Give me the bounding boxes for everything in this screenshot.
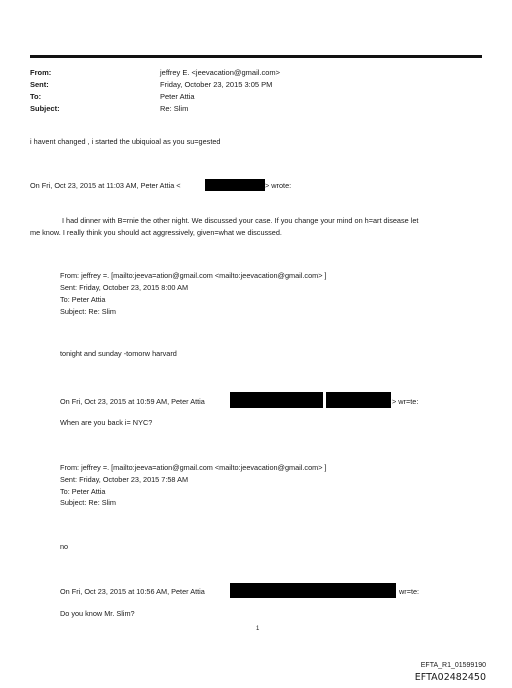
footer-id-secondary: EFTA02482450 — [414, 672, 486, 683]
quote2-body: When are you back i= NYC? — [60, 418, 153, 427]
quote2-intro-end: > wr=te: — [392, 397, 419, 406]
subject-value: Re: Slim — [160, 104, 189, 113]
quote3-intro: On Fri, Oct 23, 2015 at 10:56 AM, Peter Attia — [60, 587, 205, 596]
sent-label: Sent: — [30, 80, 49, 89]
from-label: From: — [30, 68, 52, 77]
fwd2-sent: Sent: Friday, October 23, 2015 7:58 AM — [60, 475, 189, 484]
quote1-line2: me know. I really think you should act aggressively, given=what we discussed. — [30, 228, 282, 237]
quote1-intro: On Fri, Oct 23, 2015 at 11:03 AM, Peter Attia < — [30, 181, 181, 190]
fwd1-from: From: jeffrey =. [mailto:jeeva=ation@gmail.com <mailto:jeevacation@gmail.com> ] — [60, 271, 327, 280]
fwd1-body: tonight and sunday -tomorw harvard — [60, 349, 177, 358]
redaction-block — [230, 392, 323, 408]
fwd1-subject: Subject: Re: Slim — [60, 307, 116, 316]
fwd1-sent: Sent: Friday, October 23, 2015 8:00 AM — [60, 283, 189, 292]
header-rule — [30, 55, 482, 58]
fwd1-to: To: Peter Attia — [60, 295, 106, 304]
fwd2-to: To: Peter Attia — [60, 487, 106, 496]
redaction-block — [230, 583, 396, 598]
quote1-line1: I had dinner with B=rnie the other night. We discussed your case. If you change your mind on h=art disease let — [62, 216, 419, 225]
fwd2-from: From: jeffrey =. [mailto:jeeva=ation@gmail.com <mailto:jeevacation@gmail.com> ] — [60, 463, 327, 472]
redaction-block — [205, 179, 265, 191]
quote1-intro-end: > wrote: — [265, 181, 292, 190]
to-label: To: — [30, 92, 42, 101]
to-value: Peter Attia — [160, 92, 195, 101]
footer-id-primary: EFTA_R1_01599190 — [420, 662, 486, 669]
redaction-block — [326, 392, 391, 408]
quote2-intro: On Fri, Oct 23, 2015 at 10:59 AM, Peter Attia — [60, 397, 205, 406]
reply-text: i havent changed , i started the ubiquioal as you su=gested — [30, 137, 221, 146]
quote3-intro-end: wr=te: — [399, 587, 420, 596]
fwd2-body: no — [60, 542, 69, 551]
fwd2-subject: Subject: Re: Slim — [60, 498, 116, 507]
subject-label: Subject: — [30, 104, 60, 113]
quote3-body: Do you know Mr. Slim? — [60, 609, 135, 618]
from-value: jeffrey E. <jeevacation@gmail.com> — [160, 68, 281, 77]
page-number: 1 — [256, 626, 260, 632]
sent-value: Friday, October 23, 2015 3:05 PM — [160, 80, 273, 89]
